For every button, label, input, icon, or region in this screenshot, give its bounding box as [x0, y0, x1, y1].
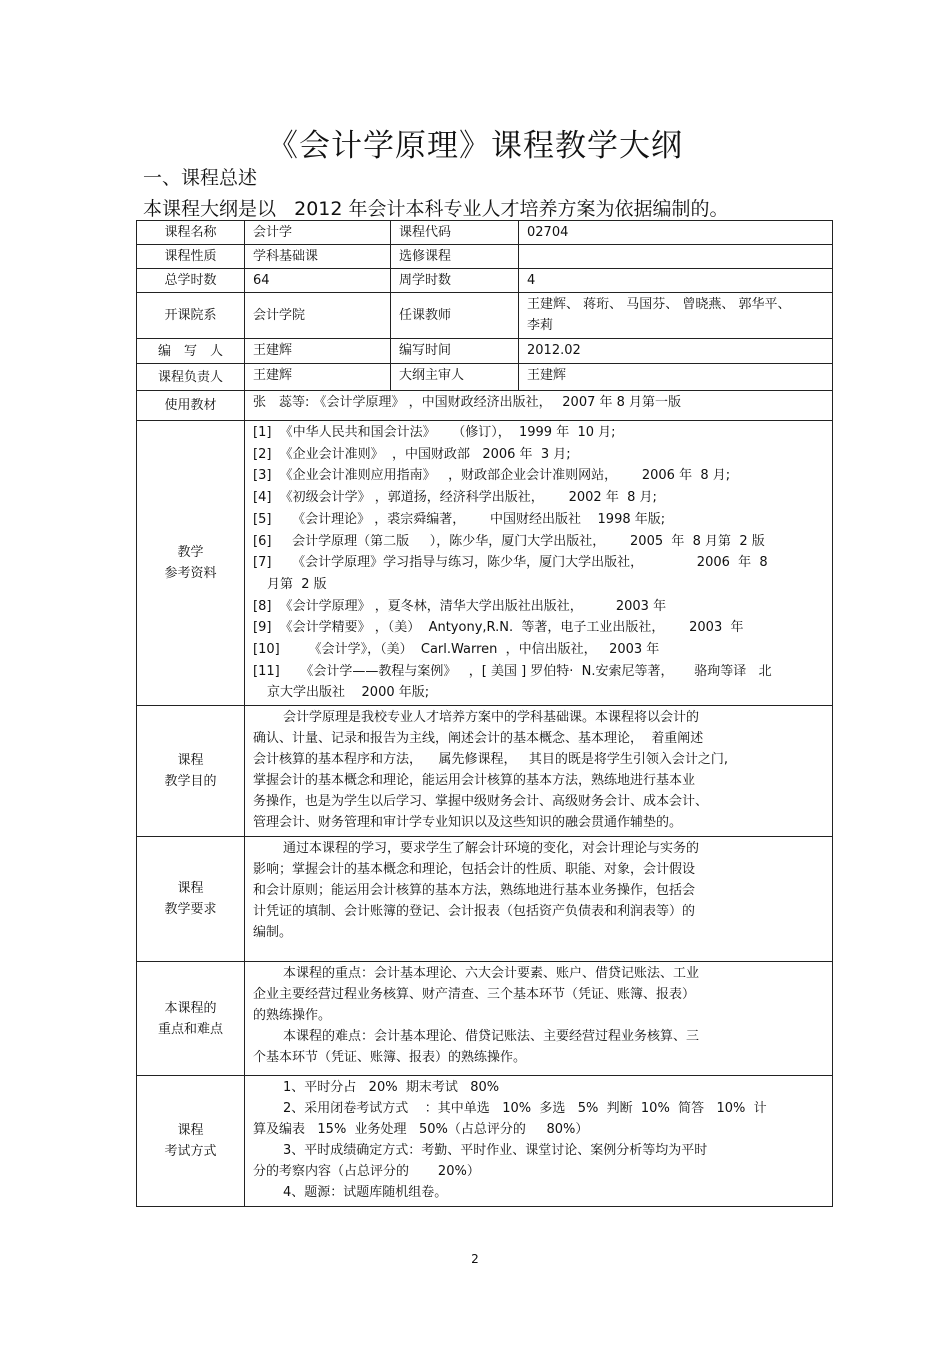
- list-item: [3] 《企业会计准则应用指南》 ，财政部企业会计准则网站， 2006 年 8 月;: [253, 468, 731, 484]
- value-textbook: 张 蕊等: 《会计学原理》 ，中国财政经济出版社， 2007 年 8 月第一版: [245, 391, 833, 421]
- requirements-text: [245, 837, 833, 962]
- label-line: 考试方式: [164, 1144, 217, 1160]
- value-total-hours: 64: [245, 269, 391, 293]
- label-line: 本课程的: [164, 1000, 217, 1016]
- paragraph-line: 4、题源：试题库随机组卷。: [283, 1185, 448, 1201]
- paragraph-line: 掌握会计的基本概念和理论，能运用会计核算的基本方法，熟练地进行基本业: [253, 773, 696, 789]
- list-item: [5] 《会计理论》 ，裘宗舜编著， 中国财经出版社 1998 年版;: [253, 511, 666, 527]
- list-item: [4] 《初级会计学》 ，郭道扬，经济科学出版社， 2002 年 8 月;: [253, 490, 657, 506]
- paragraph-line: 2、采用闭卷考试方式 ：其中单选 10% 多选 5% 判断 10% 简答 10% 计: [283, 1101, 767, 1117]
- label-course-nature: 课程性质: [137, 245, 245, 269]
- label-reviewer: 大纲主审人: [391, 364, 519, 391]
- label-course-name: 课程名称: [137, 221, 245, 245]
- document-title: 《会计学原理》课程教学大纲: [267, 128, 683, 164]
- paragraph-line: 3、平时成绩确定方式：考勤、平时作业、课堂讨论、案例分析等均为平时: [283, 1143, 708, 1159]
- label-exam: [137, 1076, 245, 1207]
- label-teachers: 任课教师: [391, 293, 519, 339]
- paragraph-line: 企业主要经营过程业务核算、财产清查、三个基本环节（凭证、账簿、报表）: [253, 987, 696, 1003]
- paragraph-line: 通过本课程的学习，要求学生了解会计环境的变化，对会计理论与实务的: [283, 841, 700, 857]
- value-compile-date: 2012.02: [519, 339, 833, 364]
- label-course-code: 课程代码: [391, 221, 519, 245]
- list-item: [6] 会计学原理（第二版 ），陈少华，厦门大学出版社， 2005 年 8 月第 2 版: [253, 533, 765, 549]
- page-number: 2: [471, 1252, 479, 1266]
- syllabus-table: [136, 220, 833, 1207]
- label-keypoints: [137, 962, 245, 1076]
- label-line: 课程: [177, 881, 204, 897]
- label-line: 课程: [177, 753, 204, 769]
- paragraph-line: 会计学原理是我校专业人才培养方案中的学科基础课。本课程将以会计的: [283, 710, 700, 726]
- value-course-name: 会计学: [245, 221, 391, 245]
- value-elective-blank: [519, 245, 833, 269]
- paragraph-line: 管理会计、财务管理和审计学专业知识以及这些知识的融会贯通作辅垫的。: [253, 815, 683, 831]
- table-row: [137, 339, 833, 364]
- list-item: [2] 《企业会计准则》 ，中国财政部 2006 年 3 月;: [253, 446, 571, 462]
- label-person-in-charge: 课程负责人: [137, 364, 245, 391]
- paragraph-line: 的熟练操作。: [253, 1008, 332, 1024]
- paragraph-line: 1、平时分占 20% 期末考试 80%: [283, 1080, 500, 1096]
- teachers-line: 李莉: [527, 318, 554, 333]
- paragraph-line: 算及编表 15% 业务处理 50%（占总评分的 80%）: [253, 1122, 589, 1138]
- keypoints-text: [245, 962, 833, 1076]
- list-item: [9] 《会计学精要》 ，（美） Antyony,R.N. 等著，电子工业出版社， 2003 年: [253, 620, 744, 636]
- teachers-line: 王建辉、 蒋珩、 马国芬、 曾晓燕、 郭华平、: [527, 297, 791, 312]
- label-line: 教学要求: [164, 902, 217, 918]
- paragraph-line: 本课程的重点：会计基本理论、六大会计要素、账户、借贷记账法、工业: [283, 966, 700, 982]
- table-row: [137, 421, 833, 706]
- paragraph-line: 务操作，也是为学生以后学习、掌握中级财务会计、高级财务会计、成本会计、: [253, 794, 709, 810]
- value-teachers: [519, 293, 833, 339]
- label-requirements: [137, 837, 245, 962]
- value-person-in-charge: 王建辉: [245, 364, 391, 391]
- list-item: 月第 2 版: [267, 576, 327, 592]
- label-references: [137, 421, 245, 706]
- label-line: 教学: [177, 545, 204, 561]
- paragraph-line: 和会计原则；能运用会计核算的基本方法，熟练地进行基本业务操作，包括会: [253, 883, 696, 899]
- label-author: 编 写 人: [137, 339, 245, 364]
- paragraph-line: 本课程的难点：会计基本理论、借贷记账法、主要经营过程业务核算、三: [283, 1029, 700, 1045]
- label-objectives: [137, 706, 245, 837]
- table-row: [137, 1076, 833, 1207]
- section-heading: 一、课程总述: [143, 167, 258, 189]
- list-item: [10] 《会计学》，（美） Carl.Warren ，中信出版社， 2003 年: [253, 642, 660, 658]
- table-row: [137, 837, 833, 962]
- table-row: [137, 391, 833, 421]
- paragraph-line: 会计核算的基本程序和方法， 属先修课程， 其目的既是将学生引领入会计之门,: [253, 752, 729, 768]
- label-textbook: 使用教材: [137, 391, 245, 421]
- label-line: 课程: [177, 1123, 204, 1139]
- list-item: [7] 《会计学原理》学习指导与练习，陈少华，厦门大学出版社， 2006 年 8: [253, 555, 768, 571]
- table-row: [137, 962, 833, 1076]
- paragraph-line: 个基本环节（凭证、账簿、报表）的熟练操作。: [253, 1050, 527, 1066]
- label-weekly-hours: 周学时数: [391, 269, 519, 293]
- value-course-code: 02704: [519, 221, 833, 245]
- table-row: [137, 706, 833, 837]
- paragraph-line: 影响；掌握会计的基本概念和理论，包括会计的性质、职能、对象，会计假设: [253, 862, 696, 878]
- value-weekly-hours: 4: [519, 269, 833, 293]
- label-compile-date: 编写时间: [391, 339, 519, 364]
- list-item: [8] 《会计学原理》 ，夏冬林，清华大学出版社出版社， 2003 年: [253, 598, 667, 614]
- list-item: [11] 《会计学——教程与案例》 ，[ 美国 ] 罗伯特· N.安索尼等著， 骆珣等译 北: [253, 663, 772, 679]
- value-reviewer: 王建辉: [519, 364, 833, 391]
- paragraph-line: 编制。: [253, 925, 293, 941]
- exam-text: [245, 1076, 833, 1207]
- value-elective: 选修课程: [391, 245, 519, 269]
- intro-text: 本课程大纲是以 2012 年会计本科专业人才培养方案为依据编制的。: [143, 198, 729, 220]
- objectives-text: [245, 706, 833, 837]
- table-row: [137, 245, 833, 269]
- label-line: 重点和难点: [157, 1021, 223, 1037]
- references-list: [245, 421, 833, 706]
- paragraph-line: 计凭证的填制、会计账簿的登记、会计报表（包括资产负债表和利润表等）的: [253, 904, 696, 920]
- paragraph-line: 确认、计量、记录和报告为主线，阐述会计的基本概念、基本理论， 着重阐述: [253, 731, 704, 747]
- label-department: 开课院系: [137, 293, 245, 339]
- value-author: 王建辉: [245, 339, 391, 364]
- table-row: [137, 293, 833, 339]
- table-row: [137, 364, 833, 391]
- label-total-hours: 总学时数: [137, 269, 245, 293]
- label-line: 参考资料: [164, 566, 217, 582]
- list-item: [1] 《中华人民共和国会计法》 （修订）， 1999 年 10 月;: [253, 425, 616, 440]
- value-department: 会计学院: [245, 293, 391, 339]
- value-course-nature: 学科基础课: [245, 245, 391, 269]
- list-item: 京大学出版社 2000 年版;: [267, 685, 430, 701]
- table-row: [137, 221, 833, 245]
- table-row: [137, 269, 833, 293]
- label-line: 教学目的: [164, 774, 217, 790]
- paragraph-line: 分的考察内容（占总评分的 20%）: [253, 1164, 480, 1180]
